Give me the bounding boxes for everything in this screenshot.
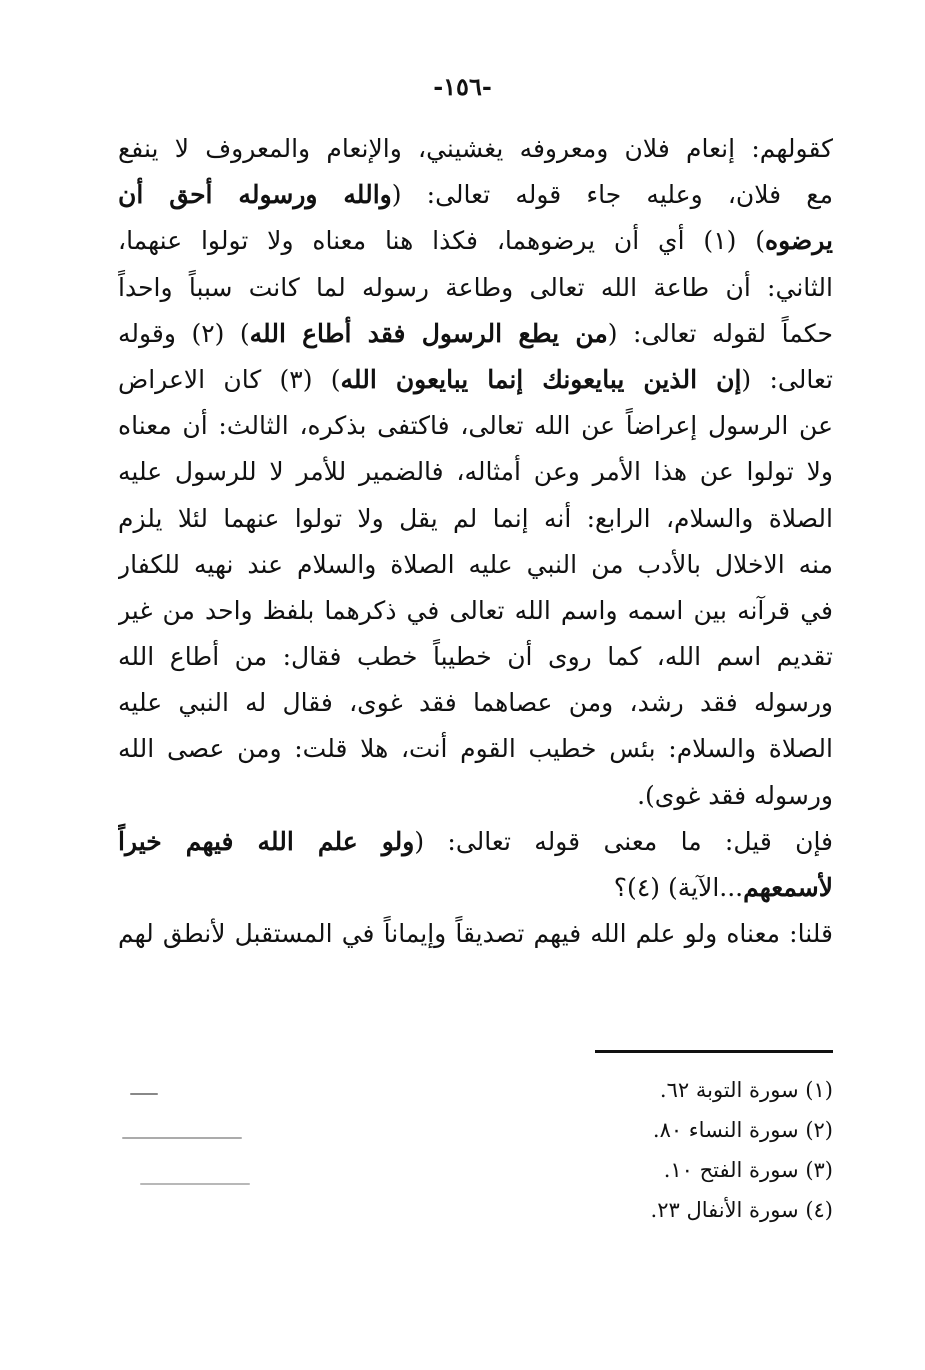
body-line: قلنا: معناه ولو علم الله فيهم تصديقاً وإيماناً في المستقبل لأنطق لهم bbox=[118, 919, 833, 949]
page-number: -١٥٦- bbox=[433, 72, 492, 101]
footnotes bbox=[433, 1070, 833, 1230]
body-line: فإن قيل: ما معنى قوله تعالى: (ولو علم الله فيهم خيراً bbox=[118, 826, 833, 856]
quran-quote: يرضوه bbox=[765, 226, 833, 256]
body-line: كقولهم: إنعام فلان ومعروفه يغشيني، والإنعام والمعروف لا ينفع bbox=[118, 134, 833, 163]
body-line: لأسمعهم...الآية) (٤)؟ bbox=[613, 873, 833, 902]
scan-speck bbox=[140, 1183, 250, 1185]
quran-quote: والله ورسوله أحق أن bbox=[118, 180, 392, 210]
body-text bbox=[118, 126, 833, 957]
quran-quote: ولو علم الله فيهم خيراً bbox=[118, 826, 415, 856]
quran-quote: إن الذين يبايعونك إنما يبايعون الله bbox=[340, 364, 742, 394]
footnote: (٣) سورة الفتح ١٠. bbox=[663, 1158, 833, 1182]
footnote-separator bbox=[595, 1050, 833, 1053]
body-line: تعالى: (إن الذين يبايعونك إنما يبايعون الله) (٣) كان الاعراض bbox=[118, 364, 833, 394]
scan-speck bbox=[130, 1093, 158, 1095]
body-line: في قرآنه بين اسمه واسم الله تعالى في ذكرهما بلفظ واحد من غير bbox=[118, 595, 833, 625]
footnote: (١) سورة التوبة ٦٢. bbox=[659, 1078, 833, 1102]
body-line: الثاني: أن طاعة الله تعالى وطاعة رسوله لما كانت سبباً واحداً bbox=[118, 272, 833, 302]
body-line: الصلاة والسلام، الرابع: أنه إنما لم يقل ولا تولوا عنهما لئلا يلزم bbox=[118, 503, 833, 533]
body-line: ورسوله فقد رشد، ومن عصاهما فقد غوى، فقال له النبي عليه bbox=[118, 688, 833, 718]
footnote: (٢) سورة النساء ٨٠. bbox=[652, 1118, 833, 1142]
quran-quote: لأسمعهم bbox=[743, 873, 833, 902]
body-line: يرضوه) (١) أي أن يرضوهما، فكذا هنا معناه ولا تولوا عنهما، bbox=[118, 226, 833, 256]
body-line: عن الرسول إعراضاً عن الله تعالى، فاكتفى بذكره، الثالث: أن معناه bbox=[118, 411, 833, 441]
body-line: الصلاة والسلام: بئس خطيب القوم أنت، هلا قلت: ومن عصى الله bbox=[118, 734, 833, 764]
quran-quote: من يطع الرسول فقد أطاع الله bbox=[249, 318, 608, 348]
body-line: حكماً لقوله تعالى: (من يطع الرسول فقد أطاع الله) (٢) وقوله bbox=[118, 318, 833, 348]
body-line: مع فلان، وعليه جاء قوله تعالى: (والله ورسوله أحق أن bbox=[118, 180, 833, 210]
body-line: منه الاخلال بالأدب من النبي عليه الصلاة والسلام عند نهيه للكفار bbox=[118, 549, 833, 579]
footnote: (٤) سورة الأنفال ٢٣. bbox=[650, 1198, 833, 1222]
body-line: ولا تولوا عن هذا الأمر وعن أمثاله، فالضمير للأمر لا للرسول عليه bbox=[118, 457, 833, 487]
body-line: تقديم اسم الله، كما روى أن خطيباً خطب فقال: من أطاع الله bbox=[118, 642, 833, 672]
body-line: ورسوله فقد غوى). bbox=[637, 780, 833, 810]
scan-speck bbox=[122, 1137, 242, 1139]
